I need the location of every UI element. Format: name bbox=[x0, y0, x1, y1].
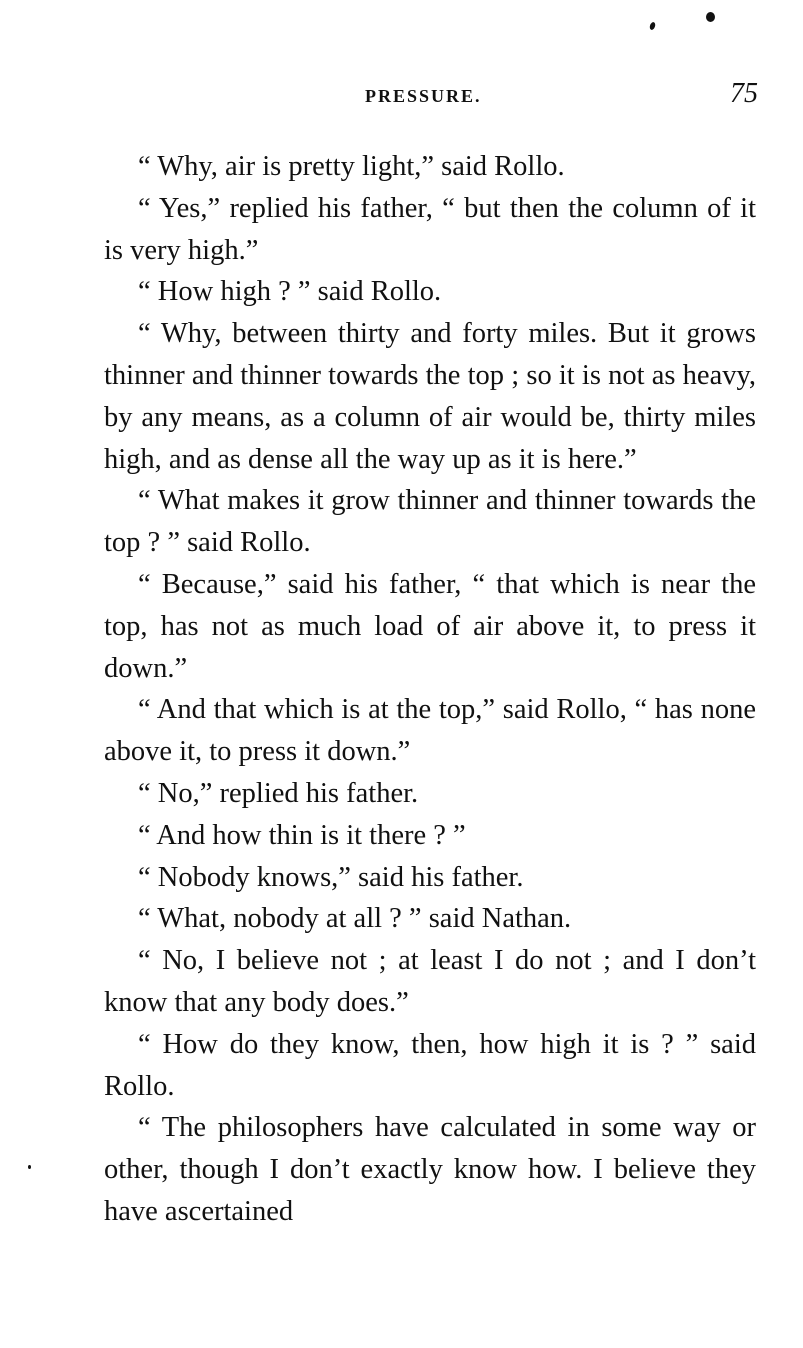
paragraph: “ Nobody knows,” said his father. bbox=[138, 861, 524, 893]
paragraph: “ And how thin is it there ? ” bbox=[138, 819, 466, 851]
paragraph: “ Why, between thirty and forty miles. But it grows thinner and thinner towards the top ; so it is not as heavy, by any means, as a column of air would be, thirty miles high, and as dense all the way up as it is here.” bbox=[104, 318, 764, 475]
running-head: PRESSURE. bbox=[365, 86, 482, 106]
ink-speck bbox=[649, 21, 656, 30]
paragraph: “ How high ? ” said Rollo. bbox=[138, 276, 442, 308]
ink-speck bbox=[706, 12, 715, 22]
ink-speck bbox=[28, 1165, 31, 1169]
paragraph: “ And that which is at the top,” said Rollo, “ has none above it, to press it down.” bbox=[104, 694, 764, 768]
paragraph: “ Because,” said his father, “ that which is near the top, has not as much load of air above it, to press it down.” bbox=[104, 568, 764, 684]
paragraph: “ Yes,” replied his father, “ but then the column of it is very high.” bbox=[104, 192, 764, 266]
paragraph: “ How do they know, then, how high it is ? ” said Rollo. bbox=[104, 1028, 764, 1102]
paragraph: “ No,” replied his father. bbox=[138, 777, 419, 809]
paragraph: “ No, I believe not ; at least I do not ; and I don’t know that any body does.” bbox=[104, 945, 764, 1018]
paragraph: “ Why, air is pretty light,” said Rollo. bbox=[138, 151, 565, 182]
paragraph: “ What makes it grow thinner and thinner towards the top ? ” said Rollo. bbox=[104, 485, 764, 559]
body-text bbox=[104, 146, 764, 1233]
page-number: 75 bbox=[730, 78, 758, 109]
paragraph: “ The philosophers have calculated in some way or other, though I don’t exactly know how. I believe they have ascertained bbox=[104, 1112, 764, 1227]
page-header bbox=[104, 78, 758, 112]
paragraph: “ What, nobody at all ? ” said Nathan. bbox=[138, 903, 572, 935]
